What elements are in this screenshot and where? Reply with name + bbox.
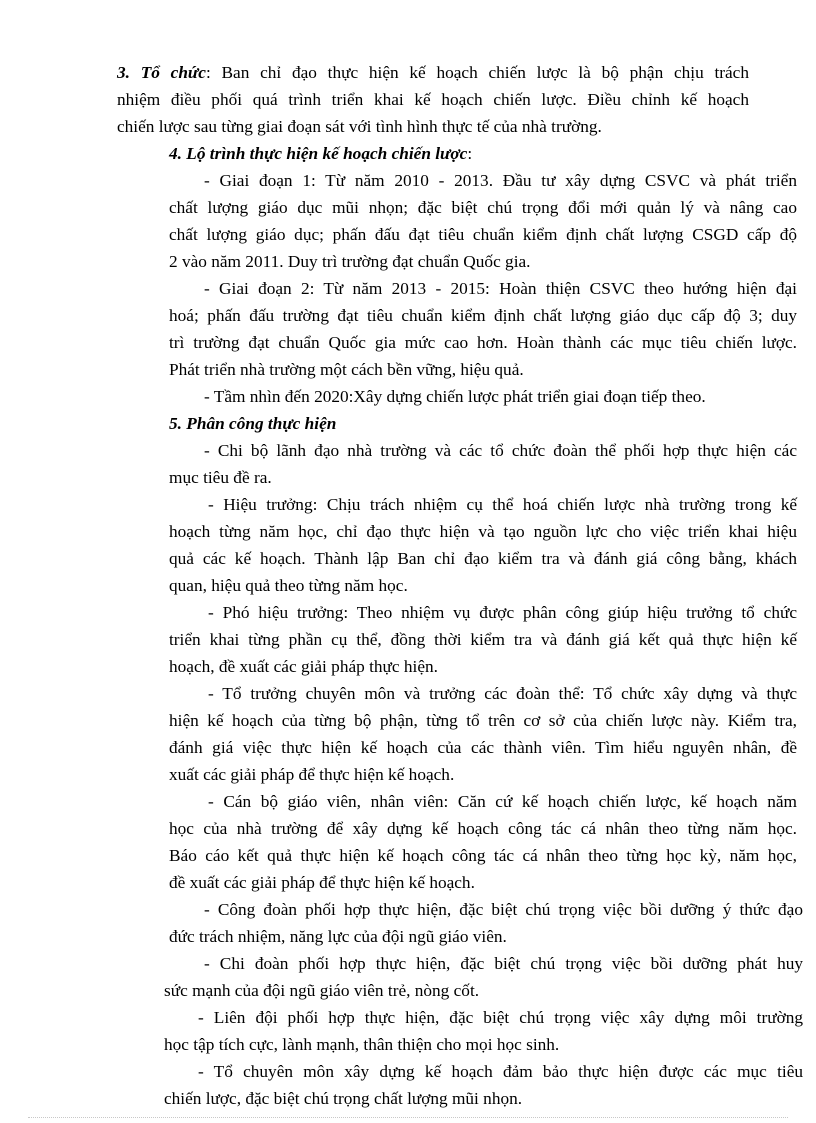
section-5-p9-line-2: chiến lược, đặc biệt chú trọng chất lượng mũi nhọn.	[164, 1089, 523, 1108]
section-4-heading-line	[169, 143, 472, 165]
section-5-p3-line-2: triển khai từng phần cụ thể, đồng thời kiểm tra và đánh giá kết quả thực hiện kế	[169, 630, 797, 649]
section-4-p3-line-1: - Tầm nhìn đến 2020:Xây dựng chiến lược phát triển giai đoạn tiếp theo.	[204, 387, 706, 406]
section-4-p1-line-1: - Giai đoạn 1: Từ năm 2010 - 2013. Đầu tư xây dựng CSVC và phát triển	[204, 171, 797, 190]
section-4-p2-line-3: trì trường đạt chuẩn Quốc gia mức cao hơn. Hoàn thành các mục tiêu chiến lược.	[169, 333, 797, 352]
section-5-p8-line-1: - Liên đội phối hợp thực hiện, đặc biệt chú trọng việc xây dựng môi trường	[198, 1008, 803, 1027]
section-5-p2-line-3: quả các kế hoạch. Thành lập Ban chỉ đạo kiểm tra và đánh giá công bằng, khách	[169, 549, 797, 568]
section-3-line-2: nhiệm điều phối quá trình triển khai kế hoạch chiến lược. Điều chỉnh kế hoạch	[117, 90, 749, 109]
section-4-p1-line-3: chất lượng giáo dục; phấn đấu đạt tiêu chuẩn kiểm định chất lượng CSGD cấp độ	[169, 225, 797, 244]
section-5-p2-line-2: hoạch từng năm học, chỉ đạo thực hiện và tạo nguồn lực cho việc triển khai hiệu	[169, 522, 797, 541]
section-5-p4-line-1: - Tổ trưởng chuyên môn và trưởng các đoàn thể: Tổ chức xây dựng và thực	[208, 684, 797, 703]
section-5-p9-line-1: - Tổ chuyên môn xây dựng kế hoạch đảm bảo thực hiện được các mục tiêu	[198, 1062, 803, 1081]
section-4-p1-line-4: 2 vào năm 2011. Duy trì trường đạt chuẩn Quốc gia.	[169, 252, 531, 271]
section-3-line-1-text: : Ban chỉ đạo thực hiện kế hoạch chiến lược là bộ phận chịu trách	[205, 63, 749, 82]
section-4-p1-line-2: chất lượng giáo dục mũi nhọn; đặc biệt chú trọng đổi mới quản lý và nâng cao	[169, 198, 797, 217]
section-5-p5-line-4: đề xuất các giải pháp để thực hiện kế hoạch.	[169, 873, 475, 892]
section-5-p5-line-3: Báo cáo kết quả thực hiện kế hoạch công tác cá nhân theo từng học kỳ, năm học,	[169, 846, 797, 865]
section-5-p5-line-2: học của nhà trường để xây dựng kế hoạch công tác cá nhân theo từng năm học.	[169, 819, 797, 838]
section-5-p6-line-1: - Công đoàn phối hợp thực hiện, đặc biệt chú trọng việc bồi dưỡng ý thức đạo	[204, 900, 803, 919]
section-5-p2-line-4: quan, hiệu quả theo từng năm học.	[169, 576, 408, 595]
section-4-heading-colon: :	[467, 144, 473, 163]
page-bottom-divider	[28, 1117, 788, 1118]
section-3-line-1	[117, 62, 749, 84]
section-5-p6-line-2: đức trách nhiệm, năng lực của đội ngũ giáo viên.	[169, 927, 507, 946]
section-5-p2-line-1: - Hiệu trưởng: Chịu trách nhiệm cụ thể hoá chiến lược nhà trường trong kế	[208, 495, 797, 514]
section-4-p2-line-1: - Giai đoạn 2: Từ năm 2013 - 2015: Hoàn thiện CSVC theo hướng hiện đại	[204, 279, 797, 298]
section-3-heading: 3. Tổ chức	[117, 63, 206, 82]
section-5-p7-line-1: - Chi đoàn phối hợp thực hiện, đặc biệt chú trọng việc bồi dưỡng phát huy	[204, 954, 803, 973]
section-5-p3-line-1: - Phó hiệu trưởng: Theo nhiệm vụ được phân công giúp hiệu trưởng tổ chức	[208, 603, 797, 622]
section-4-heading: 4. Lộ trình thực hiện kế hoạch chiến lược	[169, 144, 468, 163]
section-5-heading: 5. Phân công thực hiện	[169, 414, 337, 433]
section-5-p8-line-2: học tập tích cực, lành mạnh, thân thiện cho mọi học sinh.	[164, 1035, 560, 1054]
section-5-p7-line-2: sức mạnh của đội ngũ giáo viên trẻ, nòng cốt.	[164, 981, 480, 1000]
section-4-p2-line-4: Phát triển nhà trường một cách bền vững, hiệu quả.	[169, 360, 524, 379]
section-5-p5-line-1: - Cán bộ giáo viên, nhân viên: Căn cứ kế hoạch chiến lược, kế hoạch năm	[208, 792, 797, 811]
section-5-p4-line-4: xuất các giải pháp để thực hiện kế hoạch.	[169, 765, 455, 784]
section-5-p1-line-1: - Chi bộ lãnh đạo nhà trường và các tổ chức đoàn thể phối hợp thực hiện các	[204, 441, 797, 460]
section-5-p1-line-2: mục tiêu đề ra.	[169, 468, 272, 487]
section-5-p4-line-2: hiện kế hoạch của từng bộ phận, từng tổ trên cơ sở của chiến lược này. Kiểm tra,	[169, 711, 797, 730]
section-4-p2-line-2: hoá; phấn đấu trường đạt tiêu chuẩn kiểm định chất lượng giáo dục cấp độ 3; duy	[169, 306, 797, 325]
section-3-line-3: chiến lược sau từng giai đoạn sát với tình hình thực tế của nhà trường.	[117, 117, 602, 136]
section-5-p4-line-3: đánh giá việc thực hiện kế hoạch của các thành viên. Tìm hiểu nguyên nhân, đề	[169, 738, 797, 757]
section-5-p3-line-3: hoạch, đề xuất các giải pháp thực hiện.	[169, 657, 438, 676]
